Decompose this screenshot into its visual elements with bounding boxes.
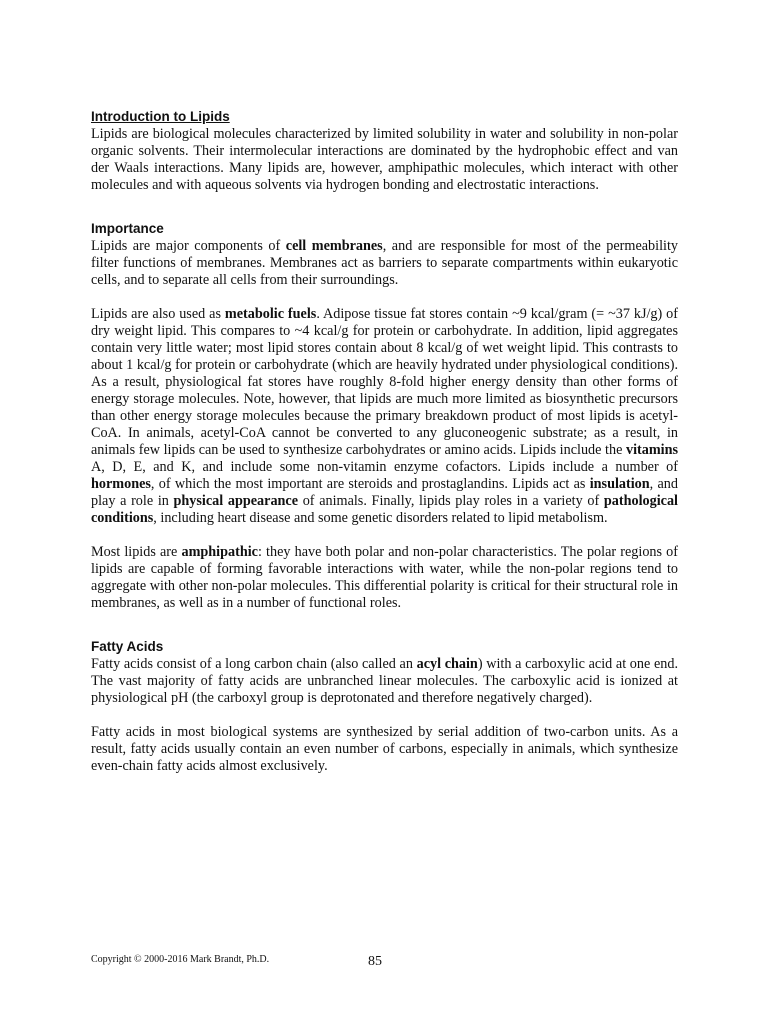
bold-term-physical-appearance: physical appearance <box>173 493 299 509</box>
paragraph-text: Lipids are biological molecules characterized by limited solubility in water and solubility in non-polar organic solvents. Their intermolecular interactions are dominated by the hydrophobic effect and van der Waals interactions. Many lipids are, however, amphipathic molecules, which interact with other molecules and with aqueous solvents via hydrogen bonding and electrostatic interactions. <box>91 126 678 193</box>
bold-term-amphipathic: amphipathic <box>181 544 258 560</box>
paragraph-text: Lipids are major components of <box>91 238 286 254</box>
paragraph-introduction <box>91 126 678 194</box>
bold-term-acyl-chain: acyl chain <box>416 656 478 672</box>
paragraph-text: Fatty acids consist of a long carbon chain (also called an <box>91 656 417 672</box>
copyright-notice: Copyright © 2000-2016 Mark Brandt, Ph.D. <box>91 954 270 965</box>
paragraph-importance-amphipathic <box>91 544 678 612</box>
paragraph-importance-fuels <box>91 306 678 527</box>
bold-term-cell-membranes: cell membranes <box>285 238 383 254</box>
bold-term-pathological-conditions: pathological conditions <box>91 493 678 526</box>
paragraph-text: ) with a carboxylic acid at one end. The vast majority of fatty acids are unbranched linear molecules. The carboxylic acid is ionized at physiological pH (the carboxyl group is deprotonated and therefore negatively charged). <box>91 656 678 706</box>
paragraph-text: : they have both polar and non-polar characteristics. The polar regions of lipids are capable of forming favorable interactions with water, while the non-polar regions tend to aggregate with other non-polar molecules. This differential polarity is critical for their structural role in membranes, as well as in a number of functional roles. <box>91 544 678 611</box>
bold-term-vitamins: vitamins <box>625 442 678 458</box>
paragraph-text: Lipids are also used as <box>91 306 225 322</box>
section-heading-fatty-acids: Fatty Acids <box>91 639 164 654</box>
paragraph-text: Fatty acids in most biological systems are synthesized by serial addition of two-carbon units. As a result, fatty acids usually contain an even number of carbons, especially in animals, which synthesize even-chain fatty acids almost exclusively. <box>91 724 678 774</box>
paragraph-text: , including heart disease and some genetic disorders related to lipid metabolism. <box>153 510 608 526</box>
bold-term-hormones: hormones <box>91 476 151 492</box>
page-number: 85 <box>368 954 382 969</box>
bold-term-metabolic-fuels: metabolic fuels <box>224 306 317 322</box>
paragraph-text: of animals. Finally, lipids play roles in a variety of <box>298 493 604 509</box>
paragraph-fatty-acids-structure <box>91 656 678 707</box>
paragraph-text: , and play a role in <box>91 476 678 509</box>
page-footer <box>91 954 678 974</box>
bold-term-insulation: insulation <box>589 476 650 492</box>
document-body <box>91 108 678 775</box>
section-heading-importance: Importance <box>91 221 164 236</box>
paragraph-text: Most lipids are <box>91 544 182 560</box>
paragraph-text: . Adipose tissue fat stores contain ~9 kcal/gram (= ~37 kJ/g) of dry weight lipid. This compares to ~4 kcal/g for protein or carbohydrate. In addition, lipid aggregates contain very little water; most lipid stores contain about 8 kcal/g of wet weight lipid. This contrasts to about 1 kcal/g for protein or carbohydrate (which are heavily hydrated under physiological conditions). As a result, physiological fat stores have roughly 8-fold higher energy density than other forms of energy storage molecules. Note, however, that lipids are much more limited as biosynthetic precursors than other energy storage molecules because the primary breakdown product of most lipids is acetyl-CoA. In animals, acetyl-CoA cannot be converted to any gluconeogenic substrate; as a result, in animals few lipids can be used to synthesize carbohydrates or amino acids. Lipids include the <box>91 306 678 458</box>
paragraph-text: , of which the most important are steroids and prostaglandins. Lipids act as <box>150 476 590 492</box>
paragraph-fatty-acids-synthesis <box>91 724 678 775</box>
section-heading-introduction: Introduction to Lipids <box>91 109 230 124</box>
paragraph-text: , and are responsible for most of the permeability filter functions of membranes. Membranes act as barriers to separate compartments within eukaryotic cells, and to separate all cells from their surroundings. <box>91 238 678 288</box>
paragraph-text: A, D, E, and K, and include some non-vitamin enzyme cofactors. Lipids include a number of <box>91 459 678 475</box>
paragraph-importance-membranes <box>91 238 678 289</box>
